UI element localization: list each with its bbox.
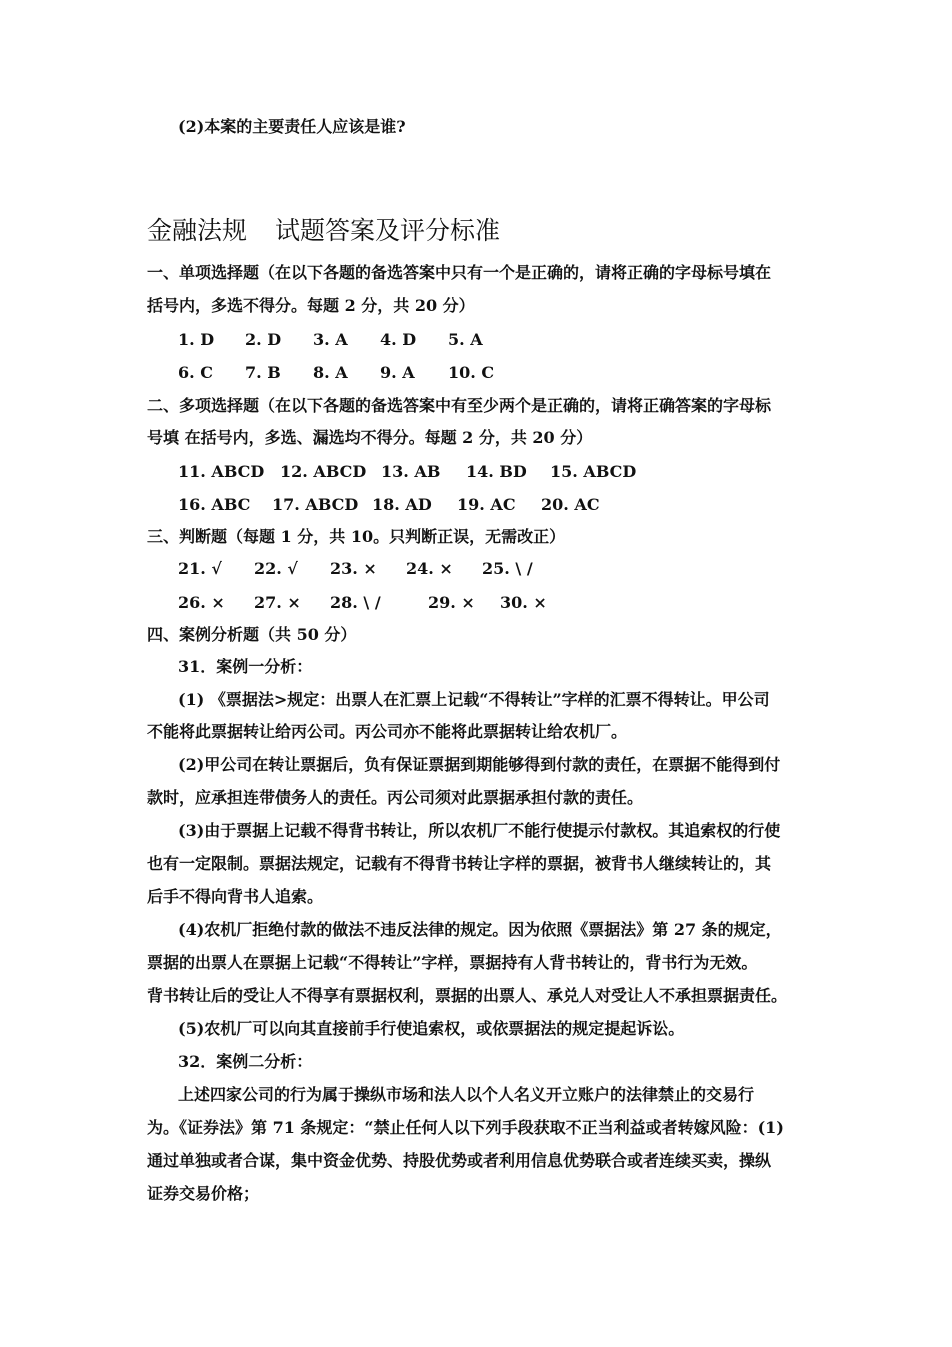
answer-item: 10. C — [448, 363, 495, 382]
answer-item: 30. × — [500, 593, 547, 612]
case1-p3-line3: 后手不得向背书人追索。 — [147, 887, 324, 906]
answer-item: 1. D — [178, 330, 215, 349]
answer-item: 26. × — [178, 593, 225, 612]
title-part2: 试题答案及评分标准 — [275, 216, 501, 245]
answer-item: 7. B — [245, 363, 281, 382]
case1-p2-line1: (2)甲公司在转让票据后，负有保证票据到期能够得到付款的责任，在票据不能得到付 — [178, 755, 781, 774]
case1-p3-line1: (3)由于票据上记载不得背书转让，所以农机厂不能行使提示付款权。其追索权的行使 — [178, 821, 781, 840]
section1-heading-line1: 一、单项选择题（在以下各题的备选答案中只有一个是正确的，请将正确的字母标号填在 — [147, 263, 772, 282]
answer-item: 28. \ / — [330, 593, 381, 612]
case1-p5-line1: (5)农机厂可以向其直接前手行使追索权，或依票据法的规定提起诉讼。 — [178, 1019, 685, 1038]
case1-p4-line2: 票据的出票人在票据上记载“不得转让”字样，票据持有人背书转让的，背书行为无效。 — [147, 953, 758, 972]
answer-item: 19. AC — [457, 495, 516, 514]
answer-item: 13. AB — [381, 462, 441, 481]
page-title — [147, 214, 500, 248]
section1-heading-line2: 括号内，多选不得分。每题 2 分，共 20 分） — [147, 296, 475, 315]
answer-item: 9. A — [380, 363, 415, 382]
case2-line1: 上述四家公司的行为属于操纵市场和法人以个人名义开立账户的法律禁止的交易行 — [178, 1085, 755, 1104]
case1-p3-line2: 也有一定限制。票据法规定，记载有不得背书转让字样的票据，被背书人继续转让的，其 — [147, 854, 772, 873]
title-part1: 金融法规 — [147, 216, 248, 245]
answer-item: 23. × — [330, 559, 377, 578]
answer-item: 6. C — [178, 363, 214, 382]
answer-item: 11. ABCD — [178, 462, 265, 481]
section2-heading-line2: 号填 在括号内，多选、漏选均不得分。每题 2 分，共 20 分） — [147, 428, 593, 447]
answer-item: 15. ABCD — [550, 462, 637, 481]
section4-heading: 四、案例分析题（共 50 分） — [147, 625, 357, 644]
answer-item: 4. D — [380, 330, 417, 349]
answer-item: 22. √ — [254, 559, 298, 578]
answer-item: 18. AD — [372, 495, 432, 514]
answer-item: 25. \ / — [482, 559, 533, 578]
case1-p4-line1: (4)农机厂拒绝付款的做法不违反法律的规定。因为依照《票据法》第 27 条的规定， — [178, 920, 782, 939]
answer-item: 3. A — [313, 330, 348, 349]
answer-item: 27. × — [254, 593, 301, 612]
answer-item: 5. A — [448, 330, 483, 349]
answer-item: 2. D — [245, 330, 282, 349]
answer-item: 8. A — [313, 363, 348, 382]
case1-p2-line2: 款时，应承担连带债务人的责任。丙公司须对此票据承担付款的责任。 — [147, 788, 644, 807]
answer-item: 21. √ — [178, 559, 222, 578]
case2-line2: 为。《证券法》第 71 条规定：“禁止任何人以下列手段获取不正当利益或者转嫁风险：(1) — [147, 1118, 784, 1137]
answer-item: 16. ABC — [178, 495, 251, 514]
answer-item: 24. × — [406, 559, 453, 578]
answer-item: 17. ABCD — [272, 495, 359, 514]
case1-p1-line1: (1) 《票据法>规定：出票人在汇票上记载“不得转让”字样的汇票不得转让。甲公司 — [178, 690, 770, 709]
answer-item: 14. BD — [466, 462, 527, 481]
answer-item: 20. AC — [541, 495, 600, 514]
top-question: (2)本案的主要责任人应该是谁? — [178, 117, 406, 136]
answer-item: 12. ABCD — [280, 462, 367, 481]
case2-title: 32．案例二分析： — [178, 1052, 313, 1071]
answer-item: 29. × — [428, 593, 475, 612]
case1-title: 31．案例一分析： — [178, 657, 313, 676]
case2-line4: 证券交易价格； — [147, 1184, 260, 1203]
case1-p1-line2: 不能将此票据转让给丙公司。丙公司亦不能将此票据转让给农机厂。 — [147, 722, 628, 741]
case2-line3: 通过单独或者合谋，集中资金优势、持股优势或者利用信息优势联合或者连续买卖，操纵 — [147, 1151, 772, 1170]
case1-p4-line3: 背书转让后的受让人不得享有票据权利，票据的出票人、承兑人对受让人不承担票据责任。 — [147, 986, 788, 1005]
section3-heading: 三、判断题（每题 1 分，共 10。只判断正误，无需改正） — [147, 527, 566, 546]
section2-heading-line1: 二、多项选择题（在以下各题的备选答案中有至少两个是正确的，请将正确答案的字母标 — [147, 396, 772, 415]
